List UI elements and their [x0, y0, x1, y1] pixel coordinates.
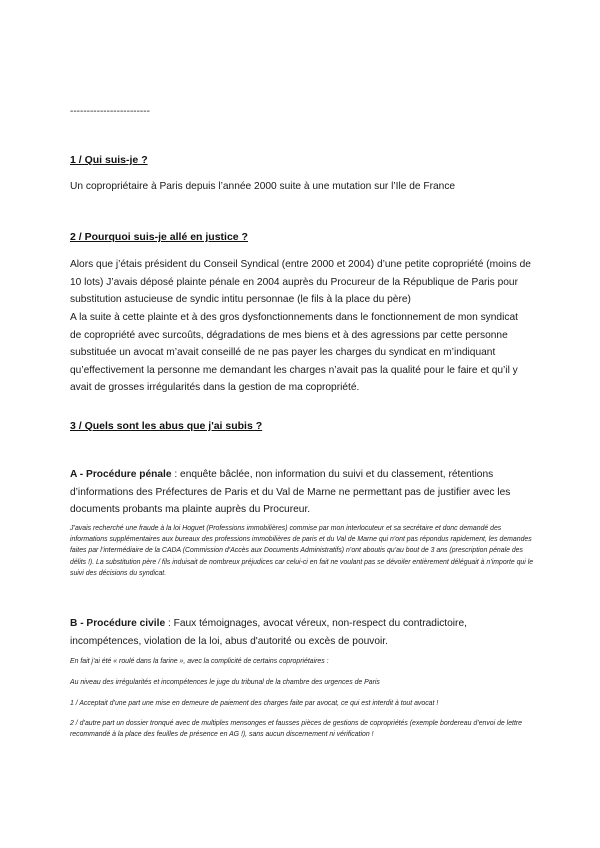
section-2-paragraph-1: Alors que j’étais président du Conseil Syndical (entre 2000 et 2004) d’une petite copropriété (moins de 10 lots) J’avais déposé plainte pénale en 2004 auprès du Procureur de la République de Paris pour substitution astucieuse de syndic intitu personnae (le fils à la place du père)	[70, 259, 531, 306]
procedure-penale-paragraph	[70, 466, 532, 519]
section-2-paragraph-2: A la suite à cette plainte et à des gros dysfonctionnements dans le fonctionnement de mon syndicat de copropriété avec surcoûts, dégradations de mes biens et à des agressions par cette personne substituée un avocat m’avait conseillé de ne pas payer les charges du syndicat en m’indiquant qu’effectivement la personne me demandant les charges n’avait pas la qualité pour le faire et qu’il y avait de grosses irrégularités dans la gestion de ma copropriété.	[70, 312, 518, 394]
procedure-civile-paragraph	[70, 615, 532, 650]
procedure-penale-label: A - Procédure pénale	[70, 469, 172, 480]
separator-line: ------------------------	[70, 106, 150, 117]
section-3-heading: 3 / Quels sont les abus que j'ai subis ?	[70, 420, 263, 432]
procedure-penale-note: J’avais recherché une fraude à la loi Hoguet (Professions immobilières) commise par mon interlocuteur et sa secrétaire et donc demandé des informations supplémentaires aux bureaux des professions immobilières de paris et du Val de Marne qui n’ont pas répondus rapidement, les demandes faites par l’intermédiaire de la CADA (Commission d’Accès aux Documents Administratifs) n’ont aboutis qu’au bout de 3 ans (prescription pénale des délits !). La substitution père / fils induisait de nombreux préjudices car celui-ci en fait ne voulant pas se dévoiler entièrement déléguait à n’importe qui le suivi des décisions du syndicat.	[70, 525, 534, 577]
section-2-heading: 2 / Pourquoi suis-je allé en justice ?	[70, 231, 248, 243]
section-1-heading: 1 / Qui suis-je ?	[70, 154, 148, 166]
procedure-civile-text: : Faux témoignages, avocat véreux, non-respect du contradictoire, incompétences, violation de la loi, abus d'autorité ou excès de pouvoir.	[70, 618, 467, 647]
procedure-civile-note-1: En fait j’ai été « roulé dans la farine », avec la complicité de certains copropriétaires :	[70, 658, 329, 665]
section-1-text: Un copropriétaire à Paris depuis l’année 2000 suite à une mutation sur l’Ile de France	[70, 181, 456, 192]
procedure-civile-note-3: 1 / Acceptait d’une part une mise en demeure de paiement des charges faite par avocat, ce qui est interdit à tout avocat !	[70, 700, 439, 707]
procedure-civile-note-2: Au niveau des irrégularités et incompétences le juge du tribunal de la chambre des urgences de Paris	[70, 679, 380, 686]
procedure-civile-label: B - Procédure civile	[70, 618, 166, 629]
procedure-penale-text: : enquête bâclée, non information du suivi et du classement, rétentions d’informations des Préfectures de Paris et du Val de Marne ne permettant pas de justifier avec les documents probants ma plainte auprès du Procureur.	[70, 469, 511, 516]
procedure-civile-note-4: 2 / d’autre part un dossier tronqué avec de multiples mensonges et fausses pièces de gestions de copropriétés (exemple bordereau d’envoi de lettre recommandé à la place des feuilles de présence en AG !), sans aucun discernement ni vérification !	[70, 720, 522, 739]
